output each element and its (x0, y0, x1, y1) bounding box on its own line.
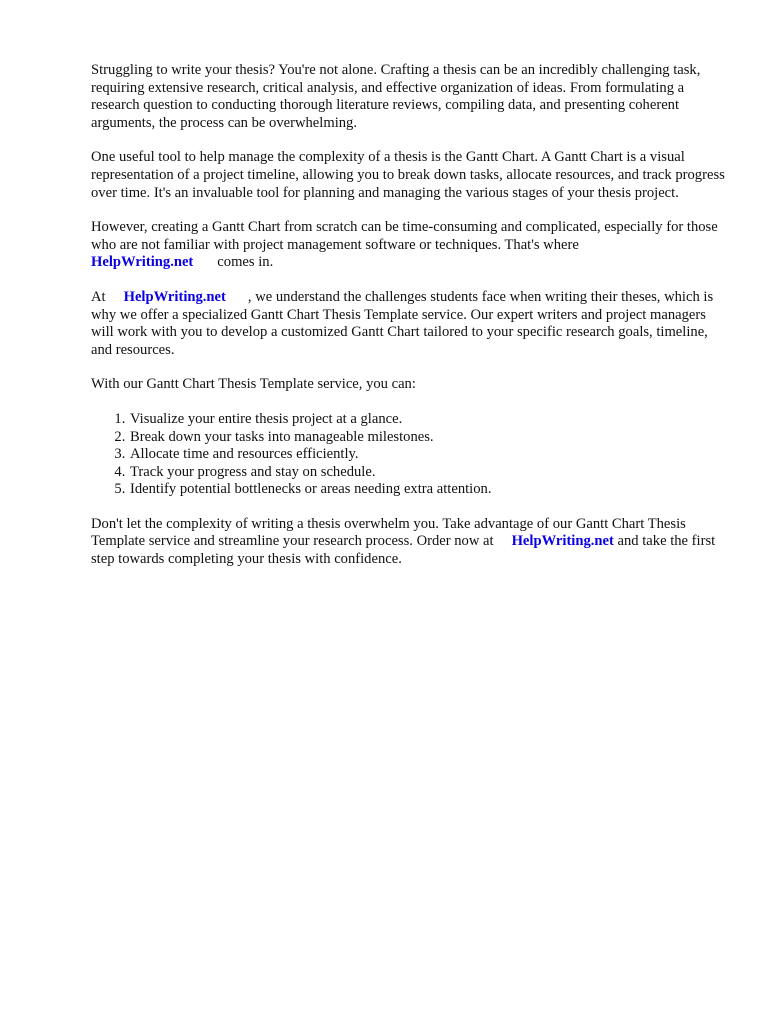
document-page (91, 62, 731, 586)
list-item: 5. Identify potential bottlenecks or areas needing extra attention. (129, 481, 731, 499)
paragraph-gantt-definition: One useful tool to help manage the complexity of a thesis is the Gantt Chart. A Gantt Chart is a visual representation of a project timeline, allowing you to break down tasks, allocate resources, and track progress over time. It's an invaluable tool for planning and managing the various stages of your thesis project. (91, 149, 725, 201)
list-item: 2. Break down your tasks into manageable milestones. (129, 429, 731, 447)
helpwriting-link[interactable]: HelpWriting.net (123, 288, 226, 305)
paragraph-list-intro: With our Gantt Chart Thesis Template service, you can: (91, 376, 416, 393)
paragraph-gantt-difficulty-tail: comes in. (217, 254, 274, 271)
list-item: 3. Allocate time and resources efficiently. (129, 446, 731, 464)
paragraph-service-offer-lead: At (91, 288, 106, 305)
helpwriting-link[interactable]: HelpWriting.net (91, 254, 194, 271)
paragraph-call-to-action-tail: and take the first step towards completing your thesis with confidence. (91, 533, 716, 568)
paragraph-call-to-action (91, 516, 731, 569)
paragraph-call-to-action-text: Don't let the complexity of writing a thesis overwhelm you. Take advantage of our Gantt Chart Thesis Template service and streamline your research process. Order now at (91, 515, 686, 550)
list-item: 4. Track your progress and stay on schedule. (129, 464, 731, 482)
benefits-list (91, 411, 731, 499)
paragraph-intro: Struggling to write your thesis? You're not alone. Crafting a thesis can be an incredibly challenging task, requiring extensive research, critical analysis, and effective organization of ideas. From formulating a research question to conducting thorough literature reviews, compiling data, and presenting coherent arguments, the process can be overwhelming. (91, 62, 701, 131)
paragraph-service-offer (91, 289, 731, 359)
paragraph-gantt-difficulty-text: However, creating a Gantt Chart from scratch can be time-consuming and complicated, especially for those who are not familiar with project management software or techniques. That's where (91, 219, 718, 253)
helpwriting-link[interactable]: HelpWriting.net (511, 533, 614, 550)
list-item: 1. Visualize your entire thesis project at a glance. (129, 411, 731, 429)
paragraph-service-offer-text: , we understand the challenges students face when writing their theses, which is why we offer a specialized Gantt Chart Thesis Template service. Our expert writers and project managers will work with you to develop a customized Gantt Chart tailored to your specific research goals, timeline, and resources. (91, 288, 714, 358)
paragraph-gantt-difficulty (91, 219, 731, 272)
